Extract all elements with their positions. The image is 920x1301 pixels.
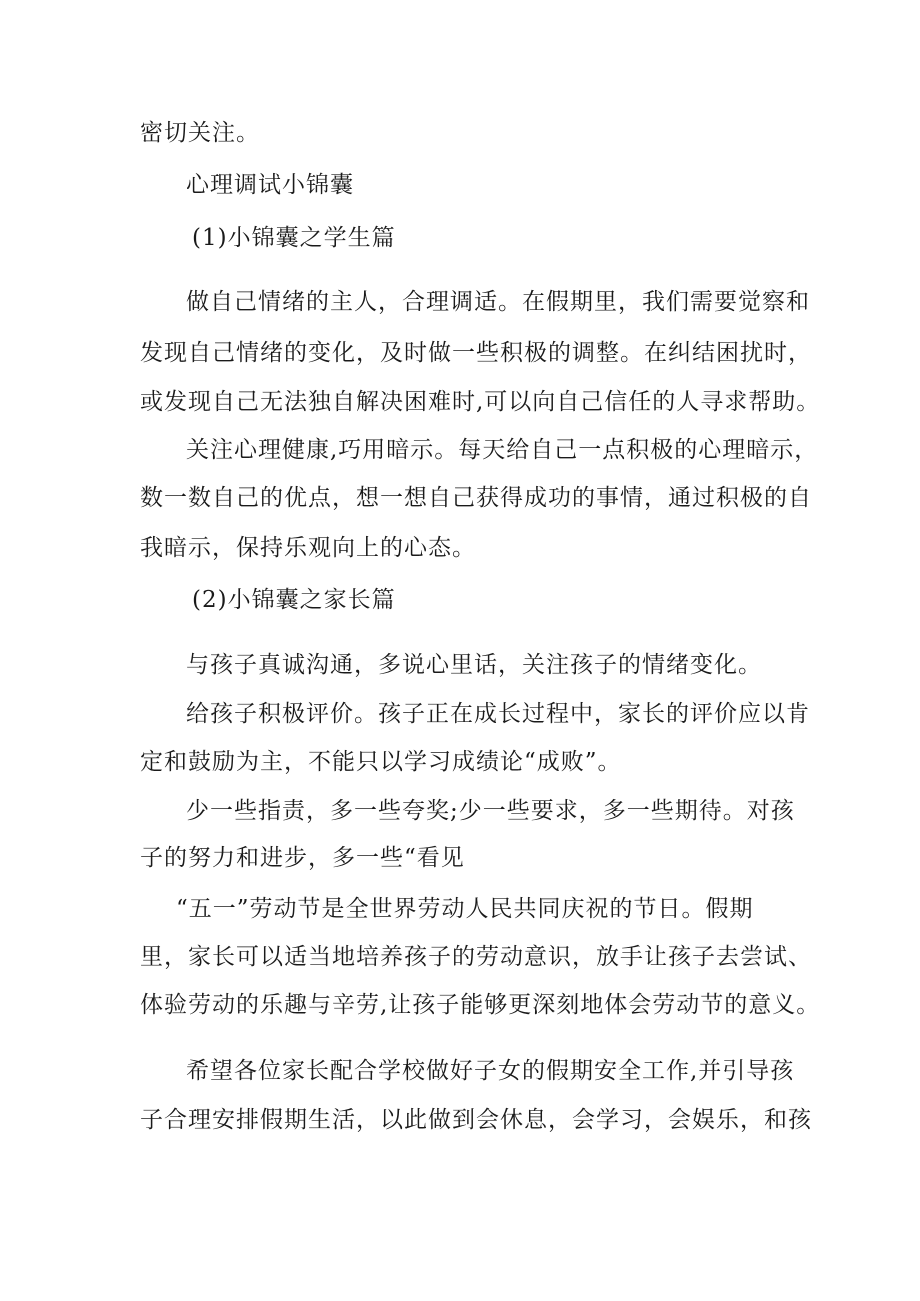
paragraph-line: “五一”劳动节是全世界劳动人民共同庆祝的节日。假期 [176,896,754,922]
paragraph-line: 里，家长可以适当地培养孩子的劳动意识，放手让孩子去尝试、 [140,944,812,970]
paragraph-line: 我暗示，保持乐观向上的心态。 [140,535,476,561]
paragraph-line: 密切关注。 [140,120,260,146]
paragraph-line: 体验劳动的乐趣与辛劳,让孩子能够更深刻地体会劳动节的意义。 [140,992,821,1018]
paragraph-line: 与孩子真诚沟通，多说心里话，关注孩子的情绪变化。 [186,652,762,678]
paragraph-line: 子合理安排假期生活，以此做到会休息，会学习，会娱乐，和孩 [140,1107,812,1133]
paragraph-line: 发现自己情绪的变化，及时做一些积极的调整。在纠结困扰时， [140,340,812,366]
subsection-heading: (1)小锦囊之学生篇 [192,225,396,251]
paragraph-line: 或发现自己无法独自解决困难时,可以向自己信任的人寻求帮助。 [140,389,821,415]
paragraph-line: 子的努力和进步，多一些“看见 [140,845,465,871]
paragraph-line: 给孩子积极评价。孩子正在成长过程中，家长的评价应以肯 [186,701,810,727]
paragraph-line: 定和鼓励为主，不能只以学习成绩论“成败”。 [140,749,622,775]
paragraph-line: 希望各位家长配合学校做好子女的假期安全工作,并引导孩 [186,1058,795,1084]
paragraph-line: 少一些指责，多一些夸奖;少一些要求，多一些期待。对孩 [186,798,795,824]
subsection-heading: (2)小锦囊之家长篇 [192,587,396,613]
paragraph-line: 数一数自己的优点，想一想自己获得成功的事情，通过积极的自 [140,485,812,511]
paragraph-line: 关注心理健康,巧用暗示。每天给自己一点积极的心理暗示， [186,437,819,463]
section-heading: 心理调试小锦囊 [186,172,354,198]
paragraph-line: 做自己情绪的主人，合理调适。在假期里，我们需要觉察和 [186,289,810,315]
